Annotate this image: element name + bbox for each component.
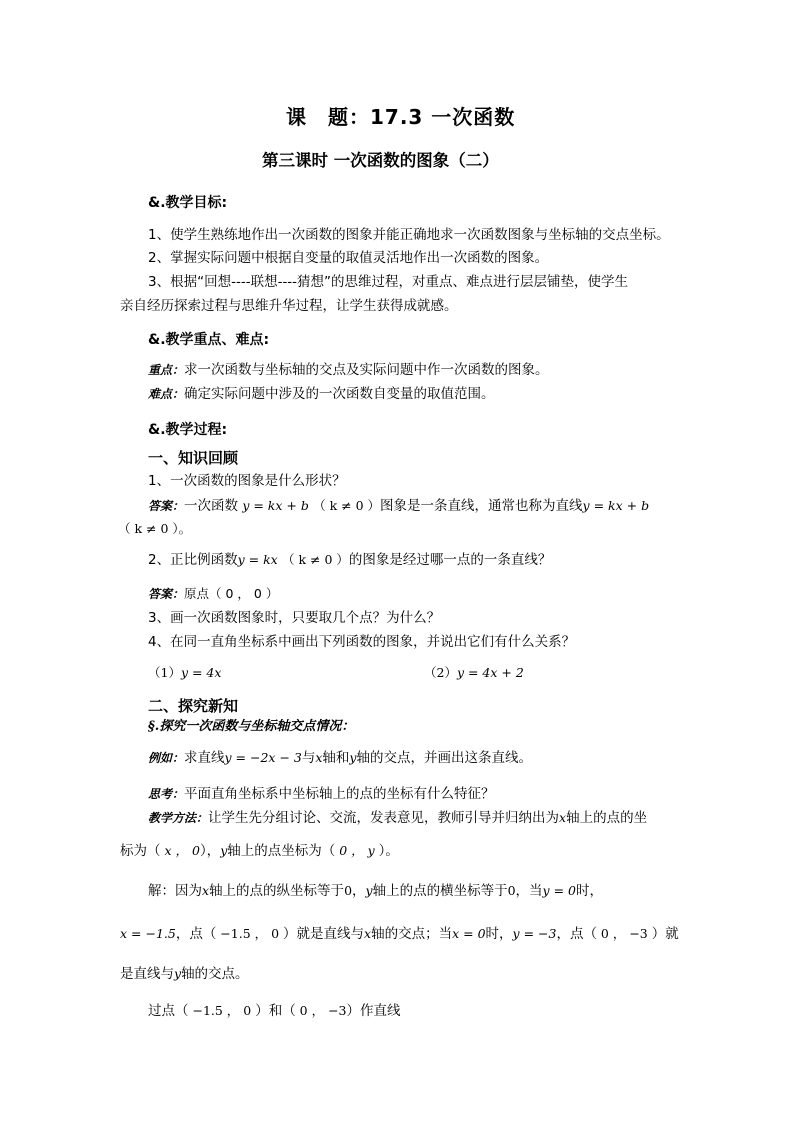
goal-item-1: 1、使学生熟练地作出一次函数的图象并能正确地求一次函数图象与坐标轴的交点坐标。 [148, 227, 670, 243]
sol1-y: y [365, 883, 373, 898]
q2-text: 2、正比例函数 [148, 552, 238, 568]
focus-label: 重点： [148, 363, 185, 377]
sol1-text5: ，当 [515, 883, 543, 899]
sol2-text2: ）就是直线与 [283, 926, 365, 942]
answer2-label: 答案： [148, 587, 185, 601]
draw-text3: ）作直线 [346, 1003, 401, 1019]
q3: 3、画一次函数图象时，只要取几个点？为什么？ [148, 610, 441, 626]
focus-text: 求一次函数与坐标轴的交点及实际问题中作一次函数的图象。 [184, 362, 549, 378]
method-line1 [148, 809, 647, 827]
method-y: y [220, 843, 228, 858]
method-text3: 标为（ [120, 843, 161, 859]
draw-line [148, 1002, 401, 1020]
method-text1: 让学生先分组讨论、交流，发表意见，教师引导并归纳出为 [208, 810, 560, 826]
method-label: 教学方法： [148, 811, 209, 825]
keypoints-heading: &.教学重点、难点: [148, 332, 270, 348]
sol2-x: x [364, 926, 372, 941]
sol2-text1: ，点（ [175, 926, 217, 942]
formula-2-num: （2） [424, 665, 457, 680]
sol3-y: y [174, 966, 182, 981]
formula-2-eq: y = 4x + 2 [456, 665, 524, 680]
method-x: x [559, 810, 567, 825]
sol1-zero: 0 [344, 883, 353, 898]
title-label: 课 题： [286, 105, 370, 129]
goal-item-2: 2、掌握实际问题中根据自变量的取值灵活地作出一次函数的图象。 [148, 250, 549, 266]
sol1-text1: 解：因为 [148, 883, 202, 899]
formula-1-eq: y = 4x [180, 665, 222, 680]
sol2-eq3: y = −3 [512, 926, 557, 941]
goal-item-3-cont: 亲自经历探索过程与思维升华过程，让学生获得成就感。 [120, 298, 458, 314]
sol1-eq: y = 0 [542, 883, 576, 898]
method-point2: 0 ， y [335, 843, 379, 858]
section2-topic: §.探究一次函数与坐标轴交点情况： [148, 719, 355, 734]
sol2-text5: ，点（ [556, 926, 597, 942]
answer1-eq2: y = kx + b [582, 498, 650, 513]
sol2-point1: −1.5 ， 0 [216, 926, 284, 941]
page-title [286, 105, 516, 129]
sol1-text6: 时， [575, 883, 603, 899]
q2-line [148, 551, 551, 569]
example-x: x [315, 750, 323, 765]
solution-line2 [120, 925, 679, 943]
sol3-text1: 是直线与 [120, 966, 174, 982]
example-label: 例如： [148, 751, 185, 765]
answer2-text: 原点（ 0 ， 0 ） [184, 586, 279, 601]
q4: 4、在同一直角坐标系中画出下列函数的图象，并说出它们有什么关系？ [148, 634, 576, 650]
q1: 1、一次函数的图象是什么形状？ [148, 473, 346, 489]
section1-title: 一、知识回顾 [148, 449, 239, 467]
draw-text2: ）和（ [255, 1003, 296, 1019]
sol1-text3: ， [352, 883, 366, 899]
formula-1 [148, 664, 221, 682]
sol2-eq1: x = −1.5 [120, 926, 176, 941]
draw-point1: −1.5 ， 0 [188, 1003, 256, 1018]
method-text4: ）， [199, 843, 221, 859]
difficulty-line [148, 385, 495, 403]
answer1-text: 一次函数 [184, 498, 239, 514]
sol1-x: x [202, 883, 210, 898]
example-text3: 轴和 [322, 750, 350, 766]
page-subtitle: 第三课时 一次函数的图象（二） [262, 151, 499, 170]
sol1-text2: 轴上的点的纵坐标等于 [209, 883, 345, 899]
think-line [148, 785, 495, 803]
example-text2: 与 [301, 750, 316, 766]
method-text2: 轴上的点的坐 [566, 810, 648, 826]
sol2-text4: 时， [485, 926, 513, 942]
method-text6: ）。 [378, 843, 399, 859]
goal-item-3: 3、根据“回想----联想----猜想”的思维过程，对重点、难点进行层层铺垫，使学生 [148, 274, 629, 290]
q2-text2: 的图象是经过哪一点的一条直线？ [348, 552, 552, 568]
sol1-zero2: 0 [507, 883, 516, 898]
sol2-point2: 0 ， −3 [596, 926, 652, 941]
method-point1: x ， 0 [160, 843, 200, 858]
answer1-label: 答案： [148, 499, 185, 513]
method-line2 [120, 842, 399, 860]
example-eq: y = −2x − 3 [224, 750, 302, 765]
answer1-cond: （ k ≠ 0 ） [313, 498, 381, 513]
goals-heading: &.教学目标: [148, 195, 228, 211]
process-heading: &.教学过程: [148, 422, 228, 438]
answer1-line2: （ k ≠ 0 ）。 [118, 521, 192, 536]
q2-eq: y = kx [237, 552, 278, 567]
think-text: 平面直角坐标系中坐标轴上的点的坐标有什么特征？ [184, 786, 495, 802]
title-value: 17.3 一次函数 [370, 105, 516, 129]
q2-cond: （ k ≠ 0 ） [282, 552, 349, 567]
sol1-text4: 轴上的点的横坐标等于 [372, 883, 508, 899]
sol2-text6: ）就 [651, 926, 679, 942]
formula-1-num: （1） [148, 665, 181, 680]
draw-point2: 0 ， −3 [295, 1003, 347, 1018]
difficulty-label: 难点： [148, 387, 185, 401]
method-text5: 轴上的点坐标为（ [227, 843, 336, 859]
answer1-text2: 图象是一条直线，通常也称为直线 [380, 498, 583, 514]
draw-text1: 过点（ [148, 1003, 189, 1019]
example-text4: 轴的交点，并画出这条直线。 [356, 750, 532, 766]
example-y: y [349, 750, 357, 765]
example-text: 求直线 [184, 750, 225, 766]
focus-line [148, 361, 549, 379]
think-label: 思考： [148, 787, 185, 801]
solution-line3 [120, 965, 249, 983]
section2-title: 二、探究新知 [148, 697, 239, 715]
formula-2 [424, 664, 524, 682]
sol3-text2: 轴的交点。 [181, 966, 249, 982]
sol2-eq2: x = 0 [452, 926, 486, 941]
solution-line1 [148, 882, 603, 900]
answer1-eq: y = kx + b [242, 498, 309, 513]
difficulty-text: 确定实际问题中涉及的一次函数自变量的取值范围。 [184, 386, 495, 402]
answer1-line1 [148, 497, 649, 515]
example-line [148, 749, 532, 767]
sol2-text3: 轴的交点；当 [371, 926, 453, 942]
answer2-line [148, 585, 278, 603]
